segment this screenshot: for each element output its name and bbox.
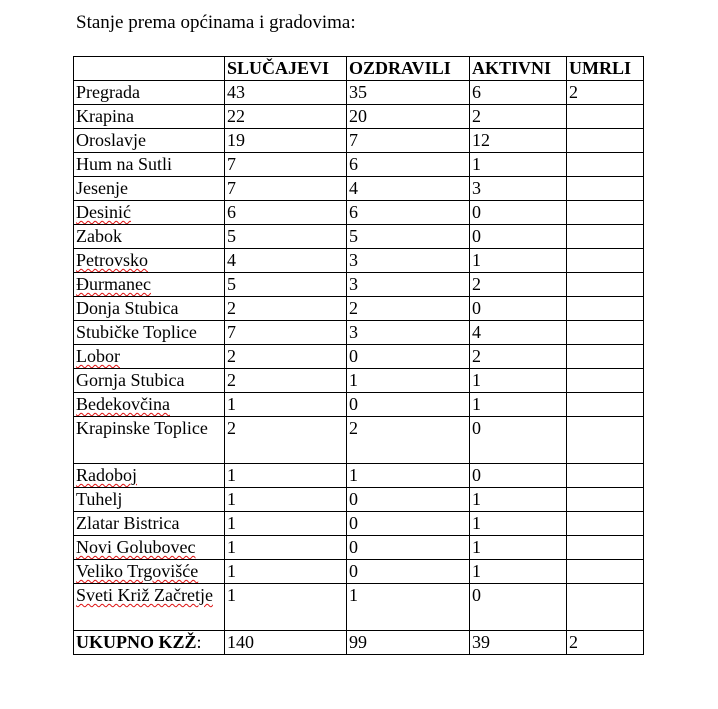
cell-slucajevi: 2 [225, 369, 347, 393]
total-umrli: 2 [567, 631, 644, 655]
municipality-name: Đurmanec [76, 274, 151, 294]
cell-ozdravili: 0 [347, 536, 470, 560]
header-name [74, 57, 225, 81]
table-row [74, 560, 644, 584]
cell-slucajevi: 7 [225, 153, 347, 177]
cell-name [74, 369, 225, 393]
cell-umrli [567, 129, 644, 153]
header-ozdravili: OZDRAVILI [347, 57, 470, 81]
municipality-name: Zabok [76, 226, 122, 246]
cell-aktivni: 6 [470, 81, 567, 105]
cell-slucajevi: 7 [225, 321, 347, 345]
municipality-name: Tuhelj [76, 489, 123, 509]
cell-ozdravili: 5 [347, 225, 470, 249]
municipality-name: Jesenje [76, 178, 128, 198]
cell-ozdravili: 2 [347, 297, 470, 321]
cell-name [74, 560, 225, 584]
cell-umrli [567, 177, 644, 201]
cell-umrli [567, 512, 644, 536]
cell-ozdravili: 6 [347, 201, 470, 225]
table-header-row [74, 57, 644, 81]
cell-umrli [567, 225, 644, 249]
total-aktivni: 39 [470, 631, 567, 655]
cell-ozdravili: 0 [347, 393, 470, 417]
cell-aktivni: 1 [470, 488, 567, 512]
table-row [74, 512, 644, 536]
cell-slucajevi: 1 [225, 512, 347, 536]
cell-aktivni: 1 [470, 153, 567, 177]
cell-umrli [567, 464, 644, 488]
cell-umrli [567, 560, 644, 584]
cell-ozdravili: 3 [347, 321, 470, 345]
table-row [74, 201, 644, 225]
cell-slucajevi: 5 [225, 225, 347, 249]
cell-aktivni: 0 [470, 584, 567, 631]
cell-name [74, 105, 225, 129]
cell-aktivni: 3 [470, 177, 567, 201]
cell-slucajevi: 1 [225, 560, 347, 584]
cell-ozdravili: 0 [347, 345, 470, 369]
cell-name [74, 512, 225, 536]
total-ozdravili: 99 [347, 631, 470, 655]
cell-slucajevi: 1 [225, 393, 347, 417]
municipality-name: Lobor [76, 346, 120, 366]
cell-umrli [567, 488, 644, 512]
cell-aktivni: 1 [470, 512, 567, 536]
municipality-name: Novi Golubovec [76, 537, 196, 557]
cell-name [74, 129, 225, 153]
cell-umrli [567, 393, 644, 417]
cell-ozdravili: 0 [347, 512, 470, 536]
municipality-name: Krapinske Toplice [76, 418, 208, 438]
cell-slucajevi: 1 [225, 584, 347, 631]
cell-name [74, 464, 225, 488]
cell-umrli [567, 249, 644, 273]
municipality-name: Desinić [76, 202, 131, 222]
cell-umrli [567, 417, 644, 464]
table-row [74, 225, 644, 249]
municipality-name: Petrovsko [76, 250, 148, 270]
cell-aktivni: 0 [470, 225, 567, 249]
cell-umrli [567, 345, 644, 369]
cell-name [74, 153, 225, 177]
municipality-name: Pregrada [76, 82, 140, 102]
page-title: Stanje prema općinama i gradovima: [76, 12, 356, 33]
table-row [74, 464, 644, 488]
cell-ozdravili: 4 [347, 177, 470, 201]
cell-slucajevi: 4 [225, 249, 347, 273]
table-row [74, 81, 644, 105]
municipality-name: Donja Stubica [76, 298, 179, 318]
table-row [74, 488, 644, 512]
cell-ozdravili: 3 [347, 249, 470, 273]
total-name: UKUPNO KZŽ [76, 632, 197, 652]
cell-aktivni: 0 [470, 464, 567, 488]
total-suffix: : [196, 632, 202, 652]
cell-aktivni: 0 [470, 417, 567, 464]
cell-ozdravili: 1 [347, 369, 470, 393]
municipality-name: Oroslavje [76, 130, 146, 150]
cell-slucajevi: 2 [225, 345, 347, 369]
table-row [74, 129, 644, 153]
cell-ozdravili: 1 [347, 584, 470, 631]
cell-aktivni: 1 [470, 369, 567, 393]
cell-umrli [567, 273, 644, 297]
cell-aktivni: 0 [470, 201, 567, 225]
cell-name [74, 345, 225, 369]
cell-aktivni: 12 [470, 129, 567, 153]
cell-aktivni: 2 [470, 105, 567, 129]
header-slucajevi: SLUČAJEVI [225, 57, 347, 81]
cell-umrli: 2 [567, 81, 644, 105]
cell-aktivni: 4 [470, 321, 567, 345]
cell-slucajevi: 1 [225, 464, 347, 488]
cell-ozdravili: 20 [347, 105, 470, 129]
header-aktivni: AKTIVNI [470, 57, 567, 81]
municipality-table [73, 56, 644, 655]
cell-aktivni: 2 [470, 273, 567, 297]
cell-name [74, 249, 225, 273]
cell-name [74, 321, 225, 345]
municipality-name: Hum na Sutli [76, 154, 173, 174]
table-row [74, 417, 644, 464]
cell-slucajevi: 43 [225, 81, 347, 105]
cell-name [74, 488, 225, 512]
table-row [74, 153, 644, 177]
municipality-name: Bedekovčina [76, 394, 170, 414]
total-label [74, 631, 225, 655]
cell-umrli [567, 153, 644, 177]
municipality-name: Sveti Križ Začretje [76, 585, 213, 605]
cell-umrli [567, 369, 644, 393]
cell-name [74, 81, 225, 105]
municipality-name: Zlatar Bistrica [76, 513, 180, 533]
cell-ozdravili: 6 [347, 153, 470, 177]
table-row [74, 536, 644, 560]
cell-slucajevi: 6 [225, 201, 347, 225]
table-row [74, 393, 644, 417]
cell-slucajevi: 19 [225, 129, 347, 153]
cell-umrli [567, 297, 644, 321]
cell-slucajevi: 1 [225, 536, 347, 560]
cell-ozdravili: 1 [347, 464, 470, 488]
cell-ozdravili: 35 [347, 81, 470, 105]
header-umrli: UMRLI [567, 57, 644, 81]
municipality-name: Stubičke Toplice [76, 322, 197, 342]
table-row [74, 321, 644, 345]
table-row [74, 584, 644, 631]
cell-umrli [567, 321, 644, 345]
cell-aktivni: 1 [470, 393, 567, 417]
table-body [74, 81, 644, 631]
cell-slucajevi: 2 [225, 417, 347, 464]
cell-name [74, 201, 225, 225]
cell-name [74, 273, 225, 297]
cell-ozdravili: 2 [347, 417, 470, 464]
cell-slucajevi: 5 [225, 273, 347, 297]
table-row [74, 369, 644, 393]
total-slucajevi: 140 [225, 631, 347, 655]
total-row [74, 631, 644, 655]
cell-name [74, 417, 225, 464]
cell-slucajevi: 2 [225, 297, 347, 321]
cell-slucajevi: 7 [225, 177, 347, 201]
cell-umrli [567, 105, 644, 129]
municipality-name: Radoboj [76, 465, 137, 485]
table-row [74, 249, 644, 273]
cell-name [74, 225, 225, 249]
cell-name [74, 177, 225, 201]
cell-slucajevi: 22 [225, 105, 347, 129]
cell-aktivni: 1 [470, 249, 567, 273]
cell-ozdravili: 3 [347, 273, 470, 297]
cell-umrli [567, 201, 644, 225]
cell-aktivni: 0 [470, 297, 567, 321]
municipality-name: Krapina [76, 106, 134, 126]
cell-name [74, 393, 225, 417]
table-row [74, 177, 644, 201]
cell-name [74, 297, 225, 321]
cell-umrli [567, 584, 644, 631]
cell-aktivni: 1 [470, 560, 567, 584]
municipality-name: Gornja Stubica [76, 370, 185, 390]
cell-slucajevi: 1 [225, 488, 347, 512]
municipality-name: Veliko Trgovišće [76, 561, 199, 581]
cell-aktivni: 1 [470, 536, 567, 560]
table-row [74, 345, 644, 369]
cell-name [74, 584, 225, 631]
cell-aktivni: 2 [470, 345, 567, 369]
cell-ozdravili: 7 [347, 129, 470, 153]
cell-ozdravili: 0 [347, 560, 470, 584]
table-row [74, 105, 644, 129]
table-row [74, 297, 644, 321]
cell-umrli [567, 536, 644, 560]
table-row [74, 273, 644, 297]
cell-ozdravili: 0 [347, 488, 470, 512]
cell-name [74, 536, 225, 560]
